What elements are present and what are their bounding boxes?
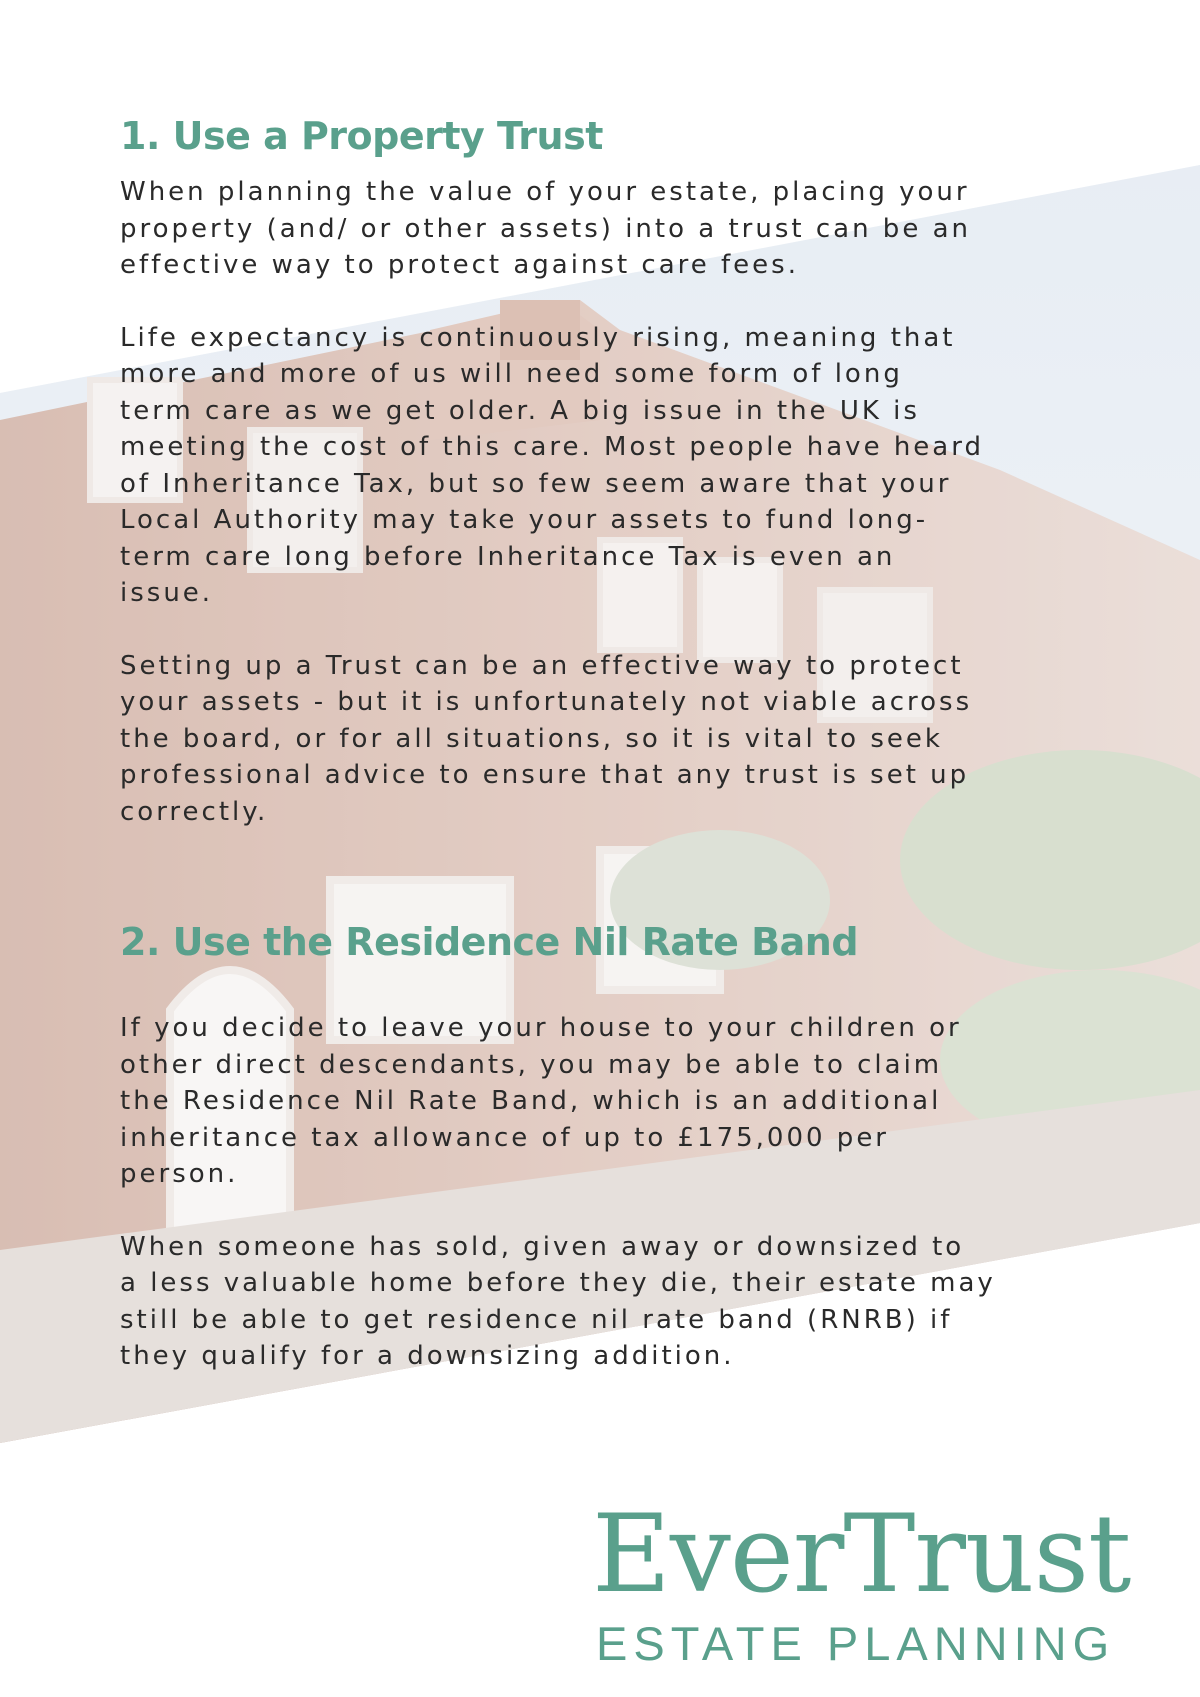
section2-paragraph: If you decide to leave your house to your children or other direct descendants, you may be able to claim the Residence Nil Rate Band, which is an additional inheritance tax allowance of up to £175,000 per person.: [120, 1013, 962, 1189]
section1-paragraph: Setting up a Trust can be an effective way to protect your assets - but it is unfortunately not viable across the board, or for all situations, so it is vital to seek professional advice to ensure that any trust is set up correctly.: [120, 650, 973, 827]
section1-paragraph: Life expectancy is continuously rising, meaning that more and more of us will need some form of long term care as we get older. A big issue in the UK is meeting the cost of this care. Most people have heard of Inheritance Tax, but so few seem aware that your Local Authority may take your assets to fund long- term care long before Inheritance Tax is even an issue.: [120, 322, 984, 608]
section1-paragraph: When planning the value of your estate, placing your property (and/ or other assets) into a trust can be an effective way to protect against care fees.: [120, 177, 971, 280]
evertrust-logo: [592, 1492, 1152, 1672]
main-content: [120, 112, 1060, 1371]
section2-paragraph: When someone has sold, given away or downsized to a less valuable home before they die, their estate may still be able to get residence nil rate band (RNRB) if they qualify for a downsizing addition.: [120, 1231, 996, 1371]
logo-wordmark: EverTrust: [592, 1492, 1131, 1617]
section1-heading: 1. Use a Property Trust: [120, 114, 603, 158]
section2-body: [120, 1010, 1060, 1375]
section2-heading: 2. Use the Residence Nil Rate Band: [120, 920, 859, 964]
logo-tagline: ESTATE PLANNING: [596, 1617, 1116, 1670]
